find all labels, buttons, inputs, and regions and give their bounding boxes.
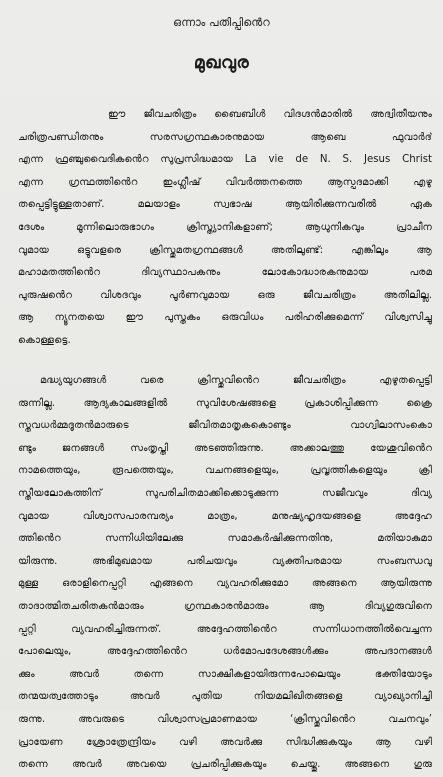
text-line: തന്മയത്വത്തോടും അവർ പുതിയ നിയമലിഖിതങ്ങളെ വ്യാഖ്യാനിച്ചി	[18, 691, 432, 703]
text-line: സ്തവധർമ്മദൂതൻമാരുടെ ജീവിതമാതൃകകൊണ്ടും വാഗ്വിലാസംകൊ	[18, 420, 432, 432]
text-line: പുരുഷൻെറ വിശദവും പൂർണവുമായ ഒരു ജീവചരിത്രം അതിലില്ല.	[18, 289, 432, 301]
text-line: രുന്നില്ല. ആദ്യകാലങ്ങളിൽ സുവിശേഷങ്ങളെ പ്രകാശിപ്പിക്കുന്ന ക്രൈ	[18, 397, 432, 409]
text-line: മദ്ധ്യയുഗങ്ങൾ വരെ ക്രിസ്തുവിൻെറ ജീവചരിത്രം എഴുതപ്പെട്ടി	[40, 375, 432, 386]
text-line: ത്തിൻെറ സന്നിധിയിലേക്കു സമാകർഷിക്കുന്നതിനു, മതിയാകുമാ	[18, 533, 432, 545]
text-line: സ്തീയലോകത്തിന് സുപരിചിതമാക്കിക്കൊടുക്കുന്ന സജീവവും ദിവ്യ	[18, 487, 432, 499]
text-line: താദാത്മിതചരിതകൻമാരും ഗ്രന്ഥകാരൻമാരും ആ ദിവ്യഗുരുവിനെ	[18, 600, 432, 612]
text-line: പ്രായേണ ശ്രോത്രേന്ദ്രിയം വഴി അവർക്കു സിദ്ധിക്കുകയും ആ വഴി	[18, 736, 432, 748]
text-line: ദേശം മൂന്നിലൊരുഭാഗം ക്രിസ്ത്യാനികളാണ്; ആധുനികവും പ്രാചീന	[18, 221, 432, 233]
text-line: എന്ന ഫ്രഞ്ചുവൈദികൻെറ സുപ്രസിദ്ധമായ La vie de N. S. Jesus Christ	[18, 154, 432, 166]
text-line: വുമായ ഒട്ടുവളരെ ക്രിസ്തുമതഗ്രന്ഥങ്ങൾ അതിലുണ്ട്: എങ്കിലും ആ	[18, 244, 432, 256]
text-line: നാമത്തെയും, രൂപത്തെയും, വചനങ്ങളെയും, പ്രവൃത്തികളെയും ക്രി	[18, 465, 432, 477]
text-line: കൊള്ളട്ടെ.	[18, 334, 71, 346]
text-line: മഹാമതത്തിൻെറ ദിവ്യസ്ഥാപകനും ലോകോദ്ധാരകനുമായ പരമ	[18, 267, 432, 279]
text-line: ഈ ജീവചരിത്രം ബൈബിൾ വിദഗ്ദൻമാരിൽ അദ്വിതീയനും	[108, 109, 432, 120]
running-head: ഒന്നാം പതിപ്പിൻെറ	[173, 16, 270, 29]
text-line: വുമായ വിശ്വാസപാരമ്പര്യം മാത്രം, മനുഷ്യഹൃദയങ്ങളെ അദ്ദേഹ	[18, 510, 432, 522]
chapter-title: മുഖവുര	[193, 53, 250, 73]
text-line: ആ ന്യൂനതയെ ഈ പുസ്തകം ഒരുവിധം പരിഹരിക്കുമെന്ന് വിശ്വസിച്ചു	[18, 312, 432, 324]
text-line: യിരുന്നു. അഭിമുഖമായ പരിചയവും വ്യക്തിപരമായ സംബന്ധവു	[18, 555, 432, 567]
text-line: ണ്ടും ജനങ്ങൾ സംതൃപ്തി അടഞ്ഞിരുന്നു. അക്കാലത്തു യേശുവിൻെറ	[18, 442, 432, 454]
text-line: രുന്നു. അവരുടെ വിശ്വാസപ്രമാണമായ ‘ക്രിസ്തുവിൻെറ വചനവും’	[18, 713, 432, 725]
text-line: പ്പറ്റി വ്യവഹരിച്ചിരുന്നത്. അദ്ദേഹത്തിൻെറ സന്നിധാനത്തിൽവെച്ചന്ന	[18, 623, 432, 635]
text-line: തന്നെ അവർ അവയെ പ്രചരിപ്പിക്കുകയും ചെയ്തു. അങ്ങനെ ഗുരു	[18, 759, 432, 771]
text-line: മുള്ള ഒരാളിനെപ്പറ്റി എങ്ങനെ വ്യവഹരിക്കുമോ അങ്ങനെ ആയിരുന്നു	[18, 578, 432, 590]
text-line: എന്ന ഗ്രന്ഥത്തിൻെറ ഇംഗ്ലീഷ് വിവർത്തനത്തെ ആസ്പദമാക്കി എഴു	[18, 176, 432, 188]
text-line: തപ്പെട്ടിട്ടുള്ളതാണ്. മലയാളം സ്വഭാഷ ആയിരിക്കുന്നവരിൽ ഏക	[18, 199, 432, 211]
text-line: ക്കും അവർ തന്നെ സാക്ഷികളായിരുന്നപോലെയും ഭക്തിയോടും	[18, 668, 432, 680]
paragraph-2	[18, 370, 432, 777]
text-line: ചരിത്രപണ്ഡിതനും സരസഗ്രന്ഥകാരനുമായ ആബെ ഫുവാർദ്	[18, 131, 432, 143]
text-line: പോലെയും, അദ്ദേഹത്തിൻെറ ധർമോപദേശങ്ങൾക്കും അപദാനങ്ങൾ	[18, 646, 432, 658]
paragraph-1	[18, 104, 432, 353]
